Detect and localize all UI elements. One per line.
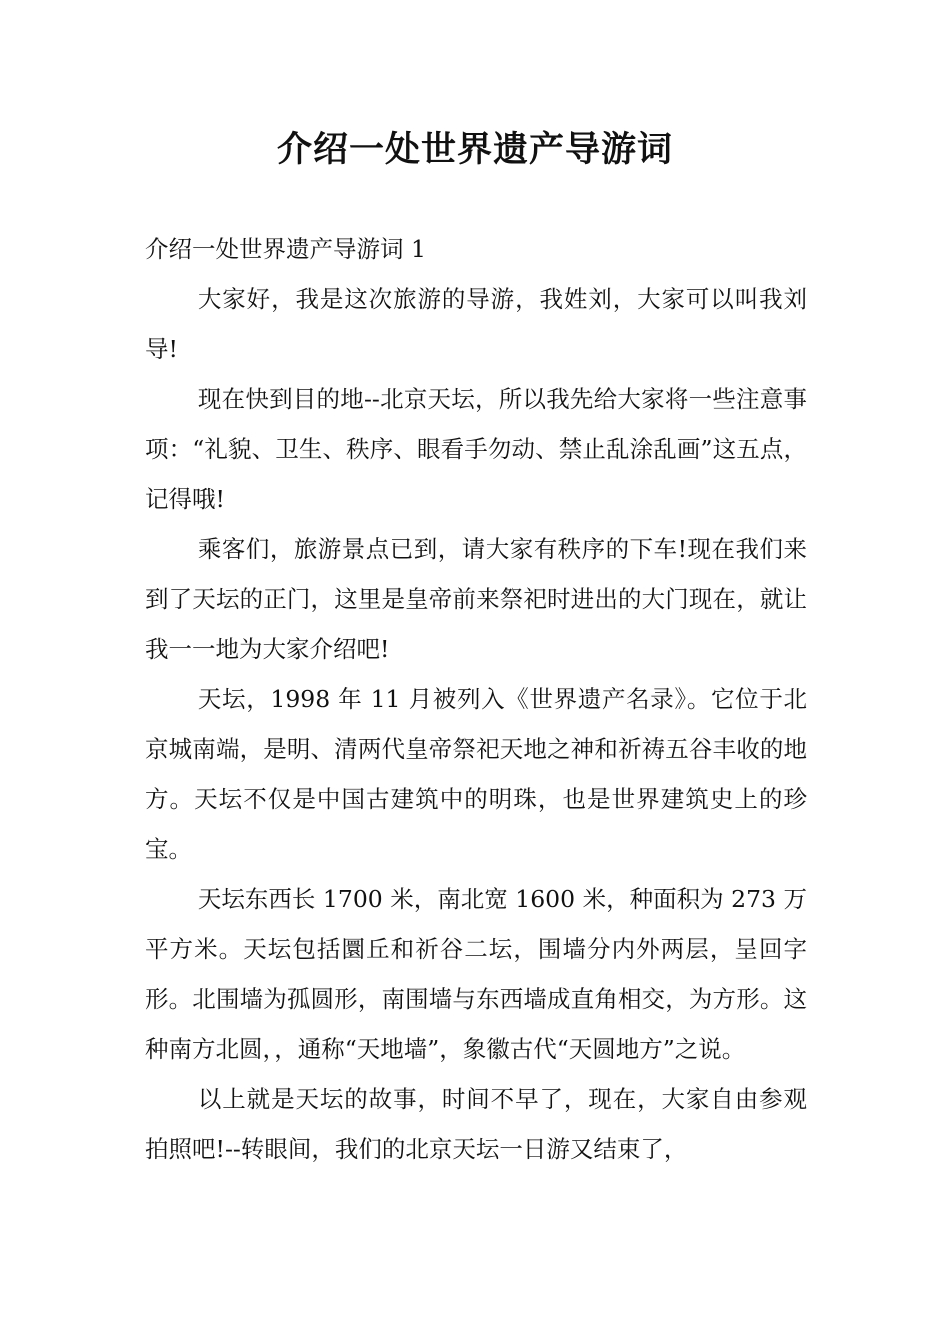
- paragraph-greeting: 大家好，我是这次旅游的导游，我姓刘，大家可以叫我刘导!: [145, 285, 807, 363]
- document-title: 介绍一处世界遗产导游词: [276, 130, 673, 170]
- paragraph-notices: 现在快到目的地--北京天坛，所以我先给大家将一些注意事项：“礼貌、卫生、秩序、眼看手勿动、禁止乱涂乱画”这五点，记得哦!: [145, 385, 807, 513]
- paragraph-heritage: 天坛，1998 年 11 月被列入《世界遗产名录》。它位于北京城南端，是明、清两代皇帝祭祀天地之神和祈祷五谷丰收的地方。天坛不仅是中国古建筑中的明珠，也是世界建筑史上的珍宝。: [145, 685, 807, 863]
- section-subtitle: 介绍一处世界遗产导游词 1: [145, 235, 426, 263]
- paragraph-arrival: 乘客们，旅游景点已到，请大家有秩序的下车!现在我们来到了天坛的正门，这里是皇帝前来祭祀时进出的大门现在，就让我一一地为大家介绍吧!: [145, 535, 807, 663]
- paragraph-layout: 天坛东西长 1700 米，南北宽 1600 米，种面积为 273 万平方米。天坛包括圜丘和祈谷二坛，围墙分内外两层，呈回字形。北围墙为孤圆形，南围墙与东西墙成直角相交，为方形。这种南方北圆，，通称“天地墙”，象徽古代“天圆地方”之说。: [145, 885, 807, 1063]
- document-body: [145, 224, 807, 1174]
- paragraph-closing: 以上就是天坛的故事，时间不早了，现在，大家自由参观拍照吧!--转眼间，我们的北京天坛一日游又结束了，: [145, 1085, 807, 1163]
